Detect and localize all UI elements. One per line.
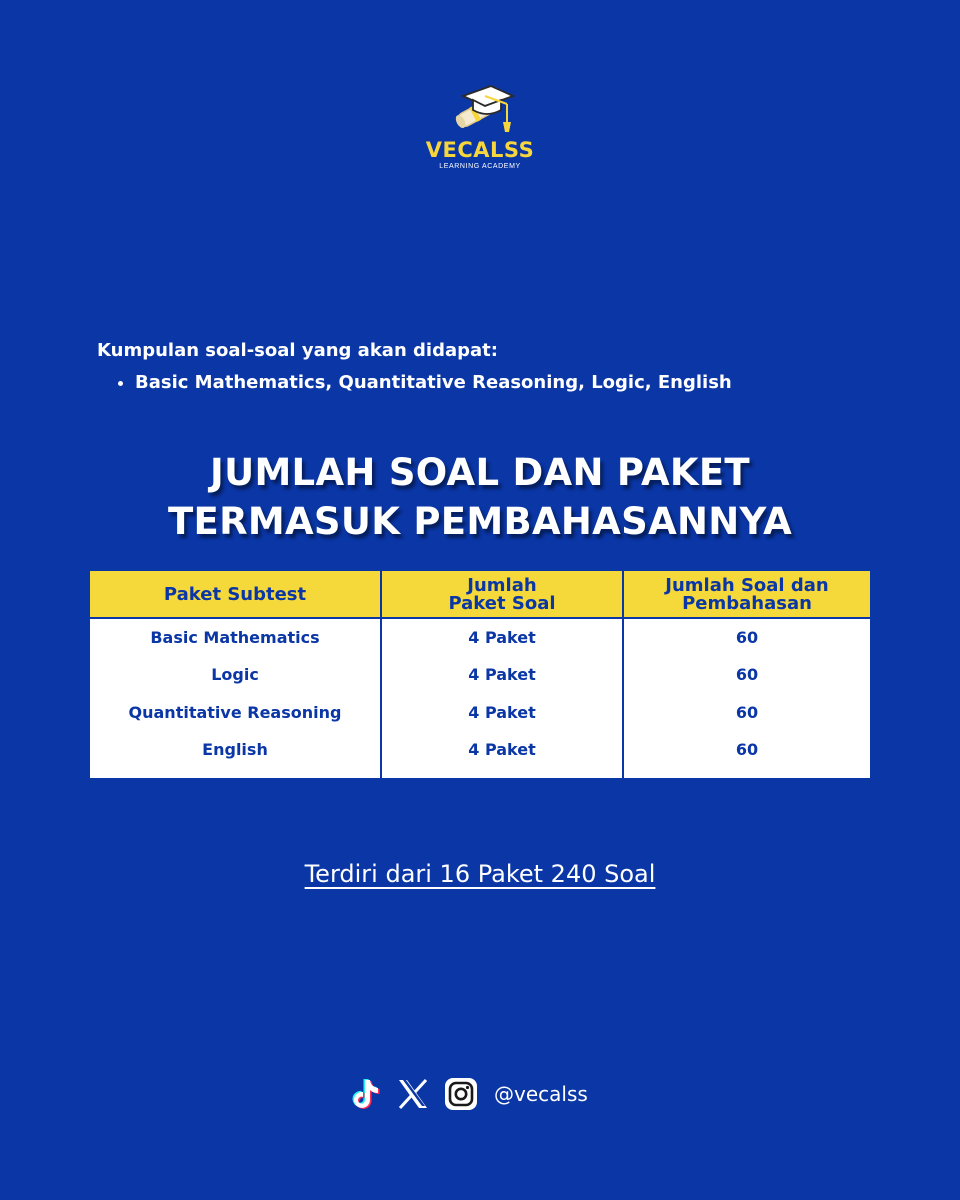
- cell-subtest: Logic: [211, 665, 259, 684]
- cell-paket: 4 Paket: [468, 740, 536, 759]
- page-title: [0, 448, 960, 546]
- social-handle[interactable]: @vecalss: [494, 1082, 588, 1106]
- header-jumlah-soal-pembahasan: Jumlah Soal dan Pembahasan: [665, 575, 829, 614]
- cell-subtest: Quantitative Reasoning: [128, 703, 342, 722]
- cell-paket: 4 Paket: [468, 703, 536, 722]
- x-icon[interactable]: [396, 1078, 430, 1110]
- cell-soal: 60: [735, 628, 759, 647]
- table-row: [90, 694, 870, 731]
- cell-subtest: English: [202, 740, 268, 759]
- brand-tagline: LEARNING ACADEMY: [439, 163, 521, 170]
- instagram-icon[interactable]: [444, 1077, 478, 1111]
- list-item: • Basic Mathematics, Quantitative Reasoning, Logic, English: [135, 370, 857, 396]
- brand-name: VECALSS: [425, 138, 535, 162]
- summary-text: Terdiri dari 16 Paket 240 Soal: [304, 860, 656, 888]
- brand-logo: [0, 78, 960, 170]
- title-line-1: JUMLAH SOAL DAN PAKET: [210, 451, 750, 494]
- cell-soal: 60: [735, 740, 759, 759]
- cell-paket: 4 Paket: [468, 665, 536, 684]
- title-line-2: TERMASUK PEMBAHASANNYA: [167, 500, 793, 543]
- table-row: [90, 731, 870, 768]
- intro-list: [97, 370, 857, 396]
- header-paket-subtest: Paket Subtest: [163, 584, 307, 605]
- tiktok-icon[interactable]: [350, 1077, 382, 1111]
- cell-soal: 60: [735, 703, 759, 722]
- table-row: [90, 656, 870, 693]
- graduation-cap-icon: [445, 78, 515, 138]
- intro-section: [97, 338, 857, 396]
- header-jumlah-paket-soal: Jumlah Paket Soal: [448, 575, 556, 614]
- cell-paket: 4 Paket: [468, 628, 536, 647]
- intro-heading: Kumpulan soal-soal yang akan didapat:: [97, 340, 498, 361]
- social-bar: [350, 1076, 588, 1112]
- cell-subtest: Basic Mathematics: [150, 628, 320, 647]
- package-table: [90, 571, 870, 778]
- table-row: [90, 619, 870, 656]
- cell-soal: 60: [735, 665, 759, 684]
